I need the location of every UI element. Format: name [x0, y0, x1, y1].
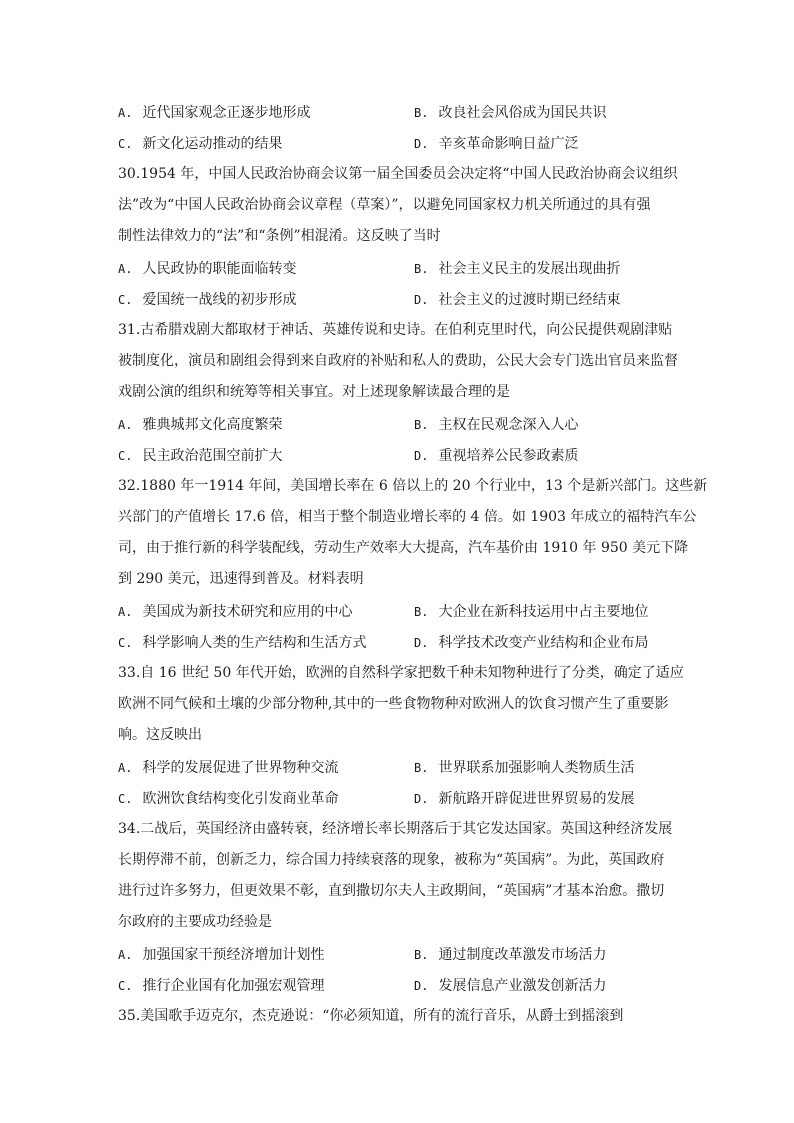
- q35-stem: 35.美国歌手迈克尔，杰克逊说：“你必须知道，所有的流行音乐，从爵士到摇滚到: [118, 1008, 624, 1024]
- q32-option-d: D. 科学技术改变产业结构和企业布局: [414, 635, 649, 651]
- q32-stem: 32.1880 年一1914 年间，美国增长率在 6 倍以上的 20 个行业中，13 个是新兴部门。这些新 兴部门的产值增长 17.6 倍，相当于整个制造业增长率的 4 倍。如 1903 年成立的福特汽车公 司，由于推行新的科学装配线，劳动生产效率大大提高，汽车基价由 1910 年 950 美元下降 到 290 美元，迅速得到普及。材料表明: [118, 478, 708, 587]
- q30-option-c: C. 爱国统一战线的初步形成: [118, 292, 297, 308]
- q32-option-a: A. 美国成为新技术研究和应用的中心: [118, 604, 353, 620]
- q29-option-a: A. 近代国家观念正逐步地形成: [118, 105, 311, 121]
- q30-stem: 30.1954 年，中国人民政治协商会议第一届全国委员会决定将“中国人民政治协商会议组织 法”改为“中国人民政治协商会议章程（草案）”，以避免同国家权力机关所通过的具有强 制性法律效力的“法”和“条例”相混淆。这反映了当时: [118, 166, 678, 244]
- q34-option-d: D. 发展信息产业激发创新活力: [414, 978, 607, 994]
- q33-option-a: A. 科学的发展促进了世界物种交流: [118, 760, 339, 776]
- q33-option-c: C. 欧洲饮食结构变化引发商业革命: [118, 791, 339, 807]
- q29-option-b: B. 改良社会风俗成为国民共识: [414, 105, 607, 121]
- q31-option-a: A. 雅典城邦文化高度繁荣: [118, 417, 283, 433]
- q34-option-a: A. 加强国家干预经济增加计划性: [118, 947, 325, 963]
- q34-option-b: B. 通过制度改革激发市场活力: [414, 947, 607, 963]
- q30-option-d: D. 社会主义的过渡时期已经结束: [414, 292, 621, 308]
- q31-option-b: B. 主权在民观念深入人心: [414, 417, 579, 433]
- q30-option-a: A. 人民政协的职能面临转变: [118, 261, 297, 277]
- q29-option-d: D. 辛亥革命影响日益广泛: [414, 136, 579, 152]
- q33-stem: 33.自 16 世纪 50 年代开始，欧洲的自然科学家把数千种未知物种进行了分类，确定了适应 欧洲不同气候和土壤的少部分物种,其中的一些食物物种对欧洲人的饮食习惯产生了重要影 响。这反映出: [118, 665, 684, 743]
- q34-option-c: C. 推行企业国有化加强宏观管理: [118, 978, 325, 994]
- q32-option-c: C. 科学影响人类的生产结构和生活方式: [118, 635, 367, 651]
- q34-stem: 34.二战后，英国经济由盛转衰，经济增长率长期落后于其它发达国家。英国这种经济发展 长期停滞不前，创新乏力，综合国力持续衰落的现象，被称为“英国病”。为此，英国政府 进行过许多努力，但更效果不彰，直到撒切尔夫人主政期间，“英国病”才基本治愈。撒切 尔政府的主要成功经验是: [118, 821, 673, 930]
- q31-stem: 31.古希腊戏剧大都取材于神话、英雄传说和史诗。在伯利克里时代，向公民提供观剧津贴 被制度化，演员和剧组会得到来自政府的补贴和私人的费助，公民大会专门选出官员来监督 戏剧公演的组织和统筹等相关事宜。对上述现象解读最合理的是: [118, 322, 678, 400]
- q33-option-b: B. 世界联系加强影响人类物质生活: [414, 760, 635, 776]
- q32-option-b: B. 大企业在新科技运用中占主要地位: [414, 604, 649, 620]
- q31-option-d: D. 重视培养公民参政素质: [414, 448, 579, 464]
- q31-option-c: C. 民主政治范围空前扩大: [118, 448, 283, 464]
- q29-option-c: C. 新文化运动推动的结果: [118, 136, 283, 152]
- q33-option-d: D. 新航路开辟促进世界贸易的发展: [414, 791, 635, 807]
- q30-option-b: B. 社会主义民主的发展出现曲折: [414, 261, 621, 277]
